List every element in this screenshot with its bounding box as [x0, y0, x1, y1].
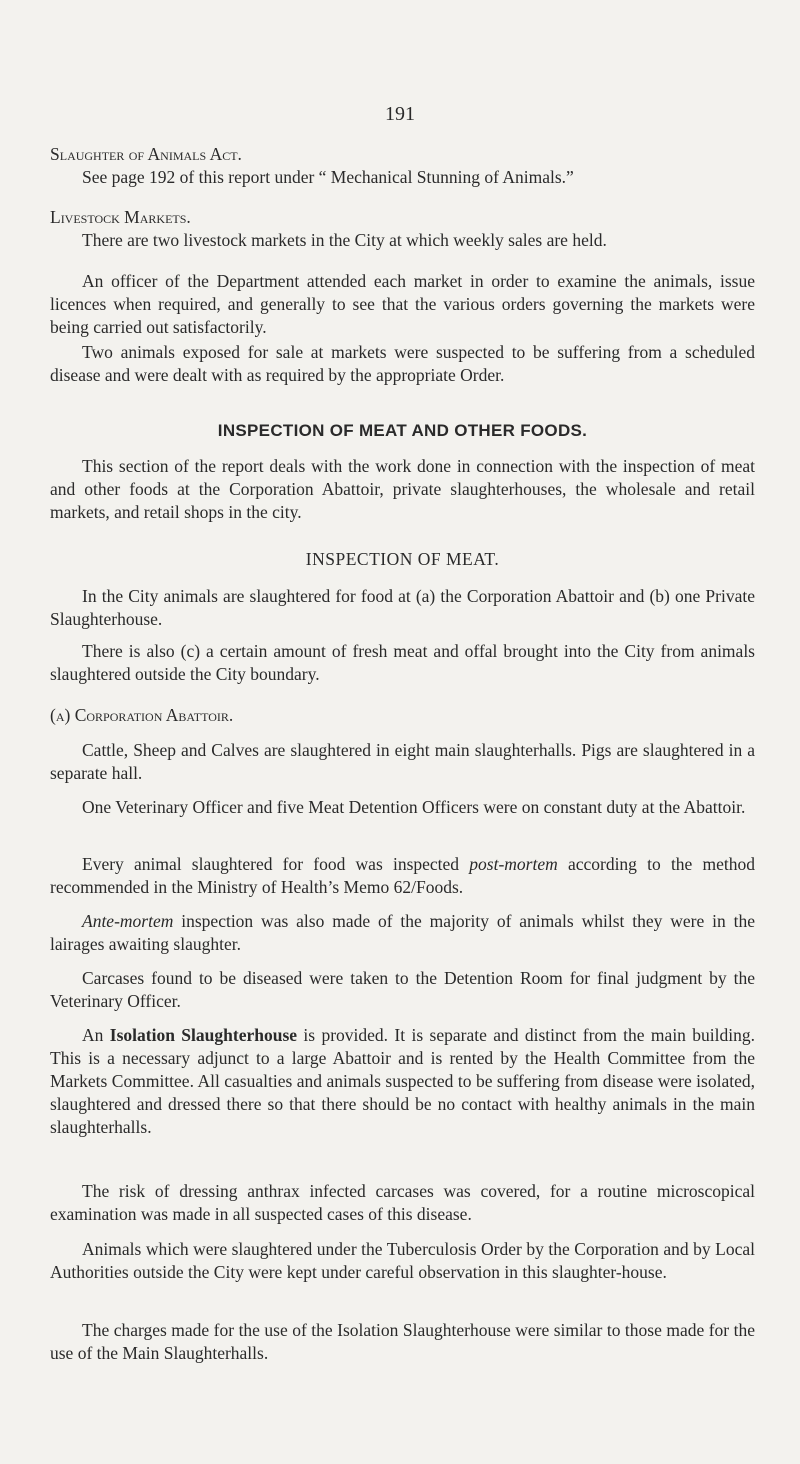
abattoir-paragraph-1 [50, 739, 755, 785]
abattoir-p1-text: Cattle, Sheep and Calves are slaughtered in eight main slaughterhalls. [82, 740, 577, 760]
isolation-paragraph-1 [50, 1024, 755, 1139]
livestock-paragraph-3: Two animals exposed for sale at markets were suspected to be suffering from a scheduled disease and were dealt with as required by the appropriate Order. [50, 342, 755, 385]
meat-heading: INSPECTION OF MEAT. [305, 549, 500, 569]
abattoir-paragraph-2: One Veterinary Officer and five Meat Detention Officers were on constant duty at the Abattoir. [82, 797, 746, 817]
page-number: 191 [385, 103, 415, 125]
abattoir-paragraph-4 [50, 910, 755, 956]
inspection-paragraph: This section of the report deals with the work done in connection with the inspection of meat and other foods at the Corporation Abattoir, private slaughterhouses, the wholesale and retail markets, and retail shops in the city. [50, 456, 755, 522]
abattoir-paragraph-3 [50, 853, 755, 899]
livestock-paragraph-1: There are two livestock markets in the City at which weekly sales are held. [82, 230, 607, 250]
abattoir-heading: (a) Corporation Abattoir. [50, 705, 234, 725]
abattoir-paragraph-5: Carcases found to be diseased were taken to the Detention Room for final judgment by the Veterinary Officer. [50, 968, 755, 1011]
slaughter-text: See page 192 of this report under “ Mechanical Stunning of Animals.” [82, 167, 574, 187]
meat-paragraph-1: In the City animals are slaughtered for food at (a) the Corporation Abattoir and (b) one Private Slaughterhouse. [50, 586, 755, 629]
isolation-paragraph-3: Animals which were slaughtered under the Tuberculosis Order by the Corporation and by Local Authorities outside the City were kept under careful observation in this slaughter-house. [50, 1239, 755, 1282]
isolation-paragraph-2: The risk of dressing anthrax infected carcases was covered, for a routine microscopical examination was made in all suspected cases of this disease. [50, 1181, 755, 1224]
post-mortem-term: post-mortem [469, 854, 558, 874]
abattoir-p1-pigs: Pigs are slaughtered in a separate hall. [50, 740, 756, 783]
abattoir-p3-text-a: Every animal slaughtered for food was inspected [82, 854, 460, 874]
abattoir-p3-text-c: according to the method recommended in the Ministry of Health’s Memo 62/Foods. [50, 854, 756, 897]
slaughter-heading: Slaughter of Animals Act. [50, 144, 242, 164]
isolation-p1-text-c: is provided. It is separate and distinct from the main building. This is a necessary adjunct to a large Abattoir and is rented by the Health Committee from the Markets Committee. All casualties and animals suspected to be suffering from disease were isolated, slaughtered and dressed there so that there should be no contact with healthy animals in the main slaughterhalls. [50, 1025, 756, 1137]
abattoir-p4-text: inspection was also made of the majority of animals whilst they were in the lairages awaiting slaughter. [50, 911, 755, 954]
ante-mortem-term: Ante-mortem [82, 911, 174, 931]
inspection-heading: INSPECTION OF MEAT AND OTHER FOODS. [217, 421, 588, 440]
isolation-p1-text-a: An [82, 1025, 104, 1045]
isolation-paragraph-4: The charges made for the use of the Isolation Slaughterhouse were similar to those made for the use of the Main Slaughterhalls. [50, 1320, 755, 1363]
isolation-slaughterhouse-term: Isolation Slaughterhouse [109, 1025, 298, 1045]
livestock-paragraph-2: An officer of the Department attended each market in order to examine the animals, issue licences when required, and generally to see that the various orders governing the markets were being carried out satisfactorily. [50, 271, 755, 337]
livestock-heading: Livestock Markets. [50, 207, 191, 227]
meat-paragraph-2: There is also (c) a certain amount of fresh meat and offal brought into the City from animals slaughtered outside the City boundary. [50, 641, 755, 684]
